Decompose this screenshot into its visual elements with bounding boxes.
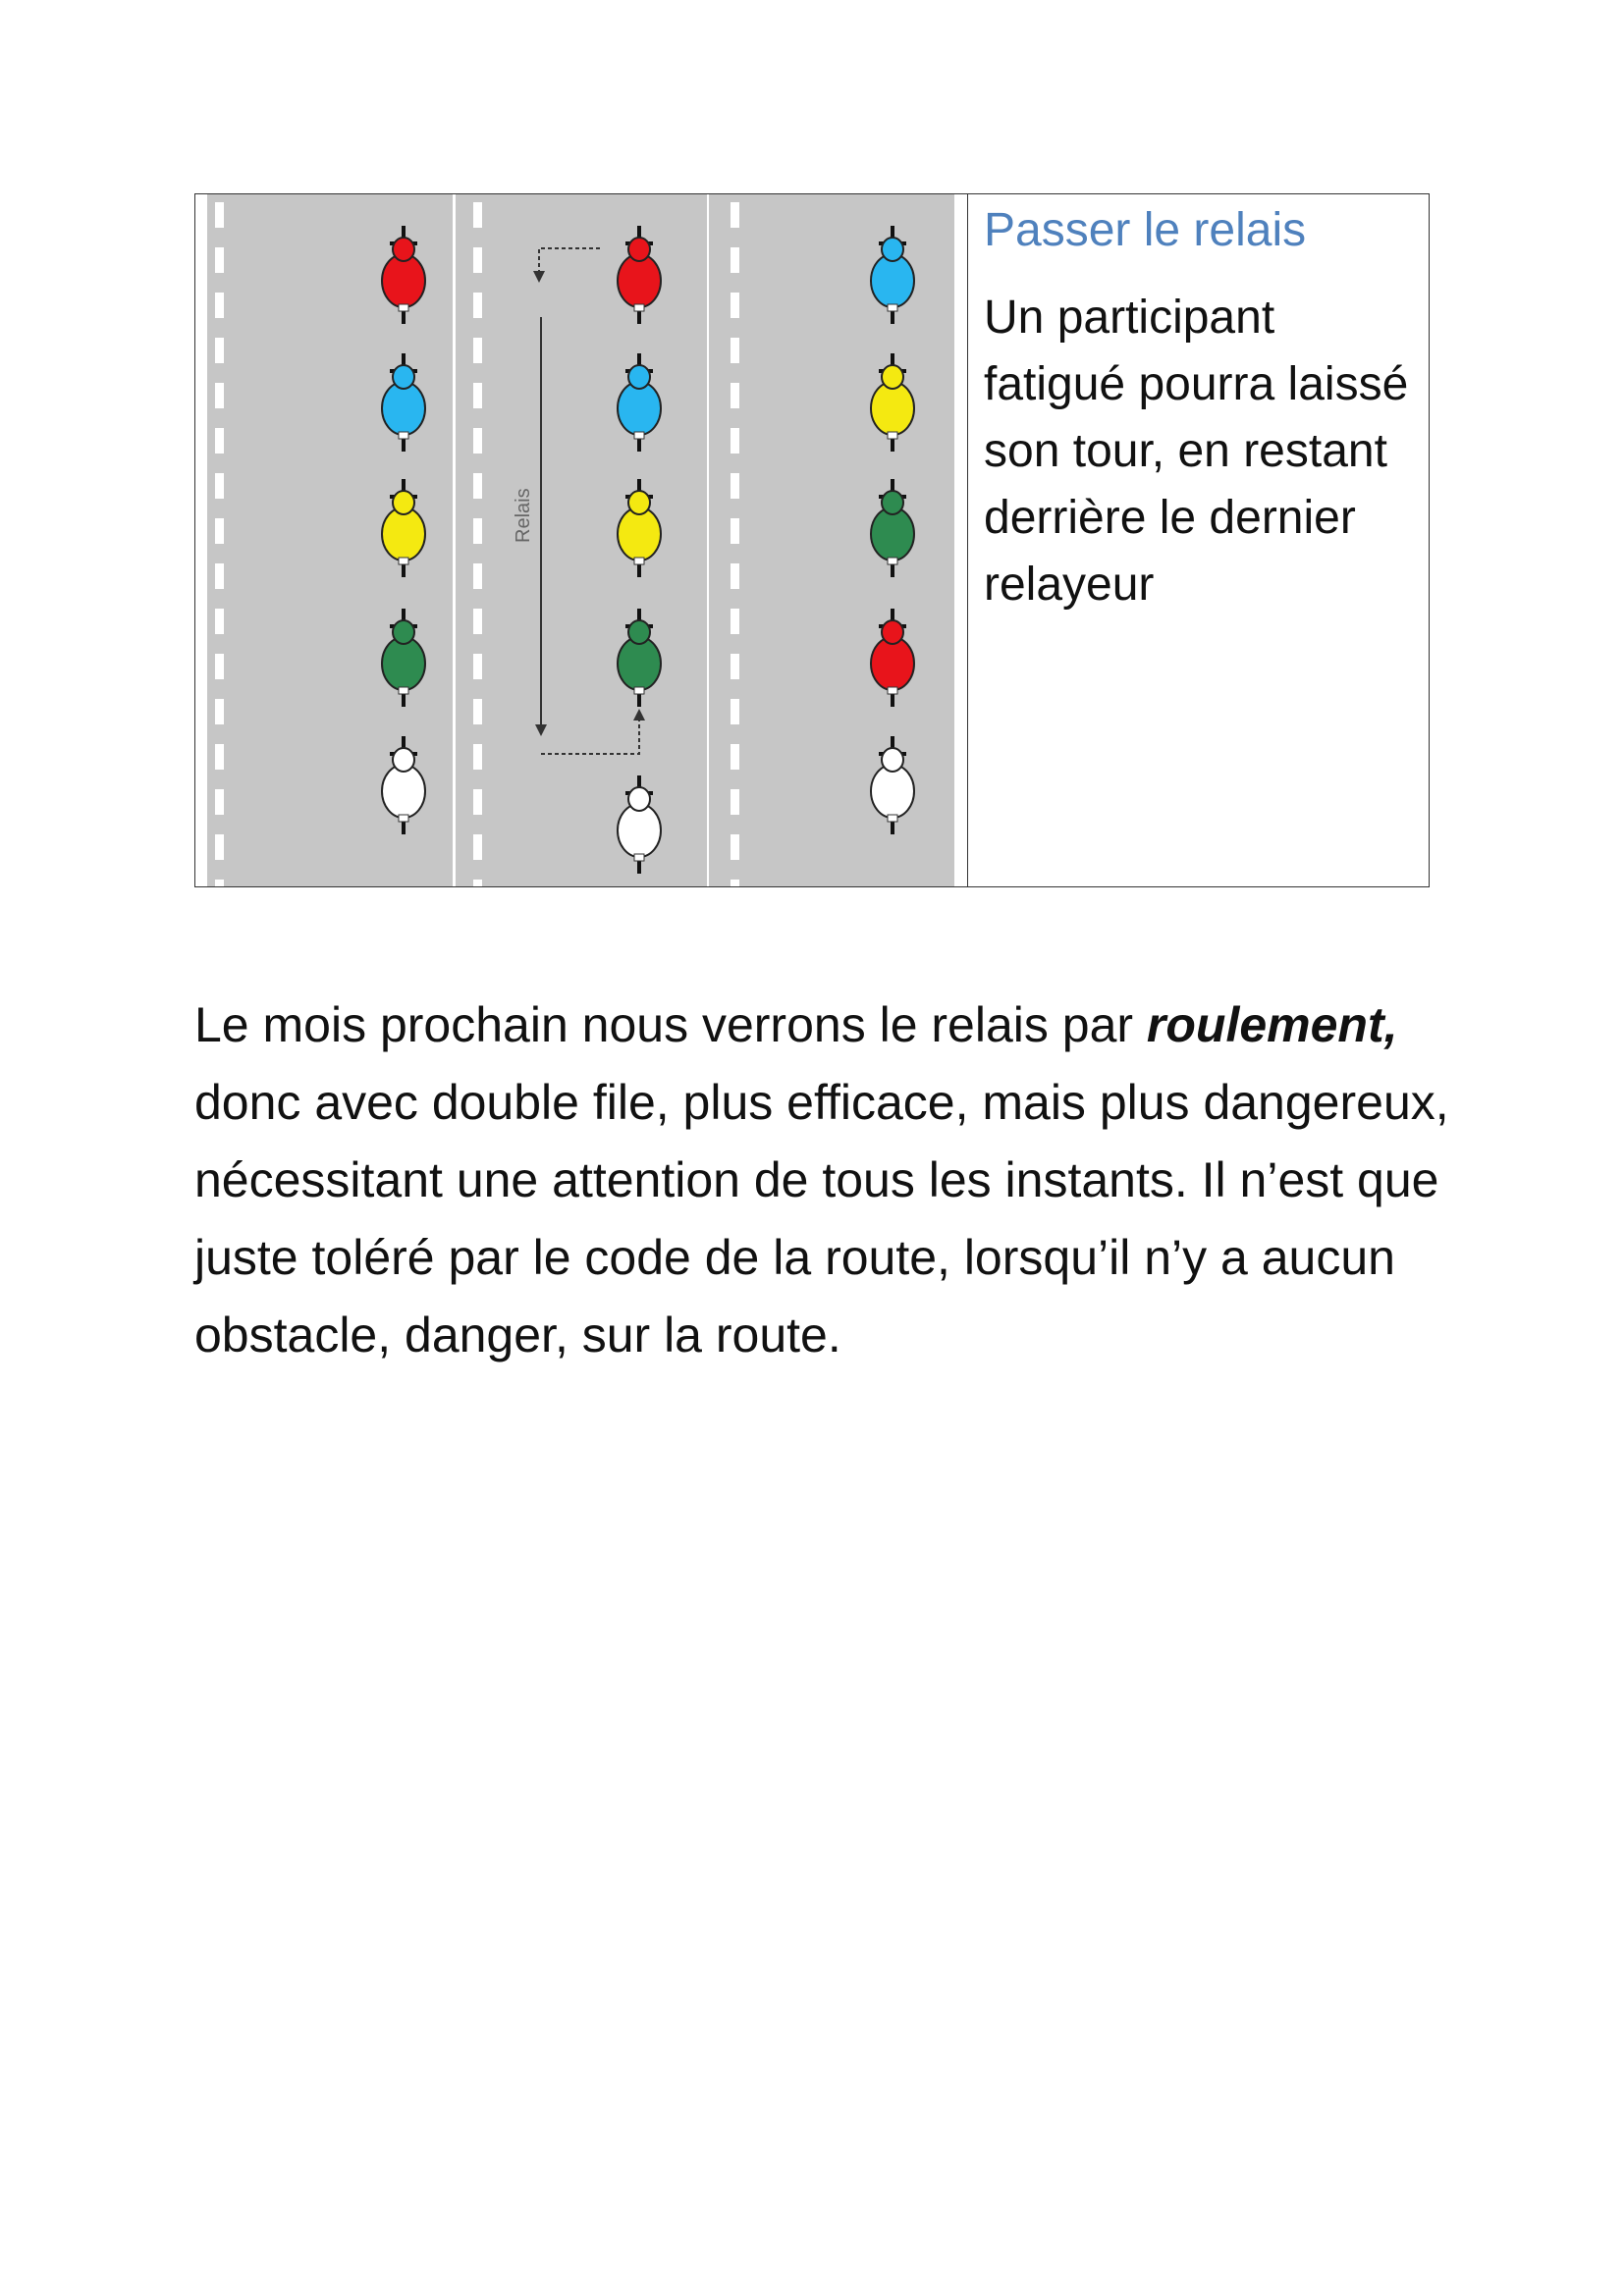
relay-illustration: [195, 194, 968, 886]
relay-description: Un participant fatigué pourra laissé son tour, en restant derrière le dernier relayeur: [984, 291, 1409, 611]
lane-marking: [731, 473, 739, 499]
lane-marking: [473, 293, 482, 318]
relay-label: Relais: [513, 488, 534, 543]
lane-marking: [731, 563, 739, 589]
lane-marking: [215, 699, 224, 724]
lane-marking: [215, 473, 224, 499]
lane-marking: [215, 383, 224, 408]
lane-marking: [731, 247, 739, 273]
lane-marking: [215, 293, 224, 318]
lane-marking: [473, 563, 482, 589]
lane-marking: [215, 428, 224, 454]
lane-marking: [731, 834, 739, 860]
lane-marking: [731, 789, 739, 815]
lane-marking: [473, 247, 482, 273]
lane-marking: [731, 518, 739, 544]
lane-marking: [473, 699, 482, 724]
lane-marking: [473, 834, 482, 860]
relay-table: [194, 193, 1430, 887]
lane-marking: [215, 563, 224, 589]
lane-marking: [731, 609, 739, 634]
lane-marking: [731, 880, 739, 886]
lane-marking: [215, 609, 224, 634]
lane-marking: [215, 338, 224, 363]
lane-marking: [473, 428, 482, 454]
lane-marking: [215, 880, 224, 886]
lane-marking: [473, 383, 482, 408]
lane-marking: [473, 880, 482, 886]
road-panel-2: [456, 194, 707, 886]
lane-marking: [473, 609, 482, 634]
road-diagram: [195, 194, 968, 886]
lane-marking: [731, 202, 739, 228]
lane-marking: [473, 654, 482, 679]
lane-marking: [731, 338, 739, 363]
lane-marking: [473, 744, 482, 770]
lane-marking: [473, 473, 482, 499]
lane-marking: [731, 293, 739, 318]
lane-marking: [731, 383, 739, 408]
relay-description-cell: [968, 194, 1429, 886]
lane-marking: [731, 428, 739, 454]
paragraph-rest: donc avec double file, plus efficace, mais plus dangereux, nécessitant une attention de tous les instants. Il n’est que juste toléré par le code de la route, lorsqu’il n’y a aucun obstacle, danger, sur la route.: [194, 1075, 1449, 1362]
lane-marking: [731, 699, 739, 724]
lane-marking: [215, 654, 224, 679]
lane-marking: [215, 202, 224, 228]
lane-marking: [215, 518, 224, 544]
paragraph-intro: Le mois prochain nous verrons le relais par: [194, 997, 1147, 1052]
lane-marking: [473, 338, 482, 363]
lane-marking: [215, 247, 224, 273]
paragraph-emphasis: roulement,: [1146, 997, 1398, 1052]
lane-marking: [731, 744, 739, 770]
road-panel-3: [709, 194, 954, 886]
lane-marking: [731, 654, 739, 679]
lane-marking: [215, 789, 224, 815]
body-paragraph: [194, 987, 1471, 1374]
lane-marking: [215, 834, 224, 860]
lane-marking: [473, 789, 482, 815]
lane-marking: [473, 518, 482, 544]
relay-title: Passer le relais: [984, 204, 1307, 256]
lane-marking: [473, 202, 482, 228]
lane-marking: [215, 744, 224, 770]
